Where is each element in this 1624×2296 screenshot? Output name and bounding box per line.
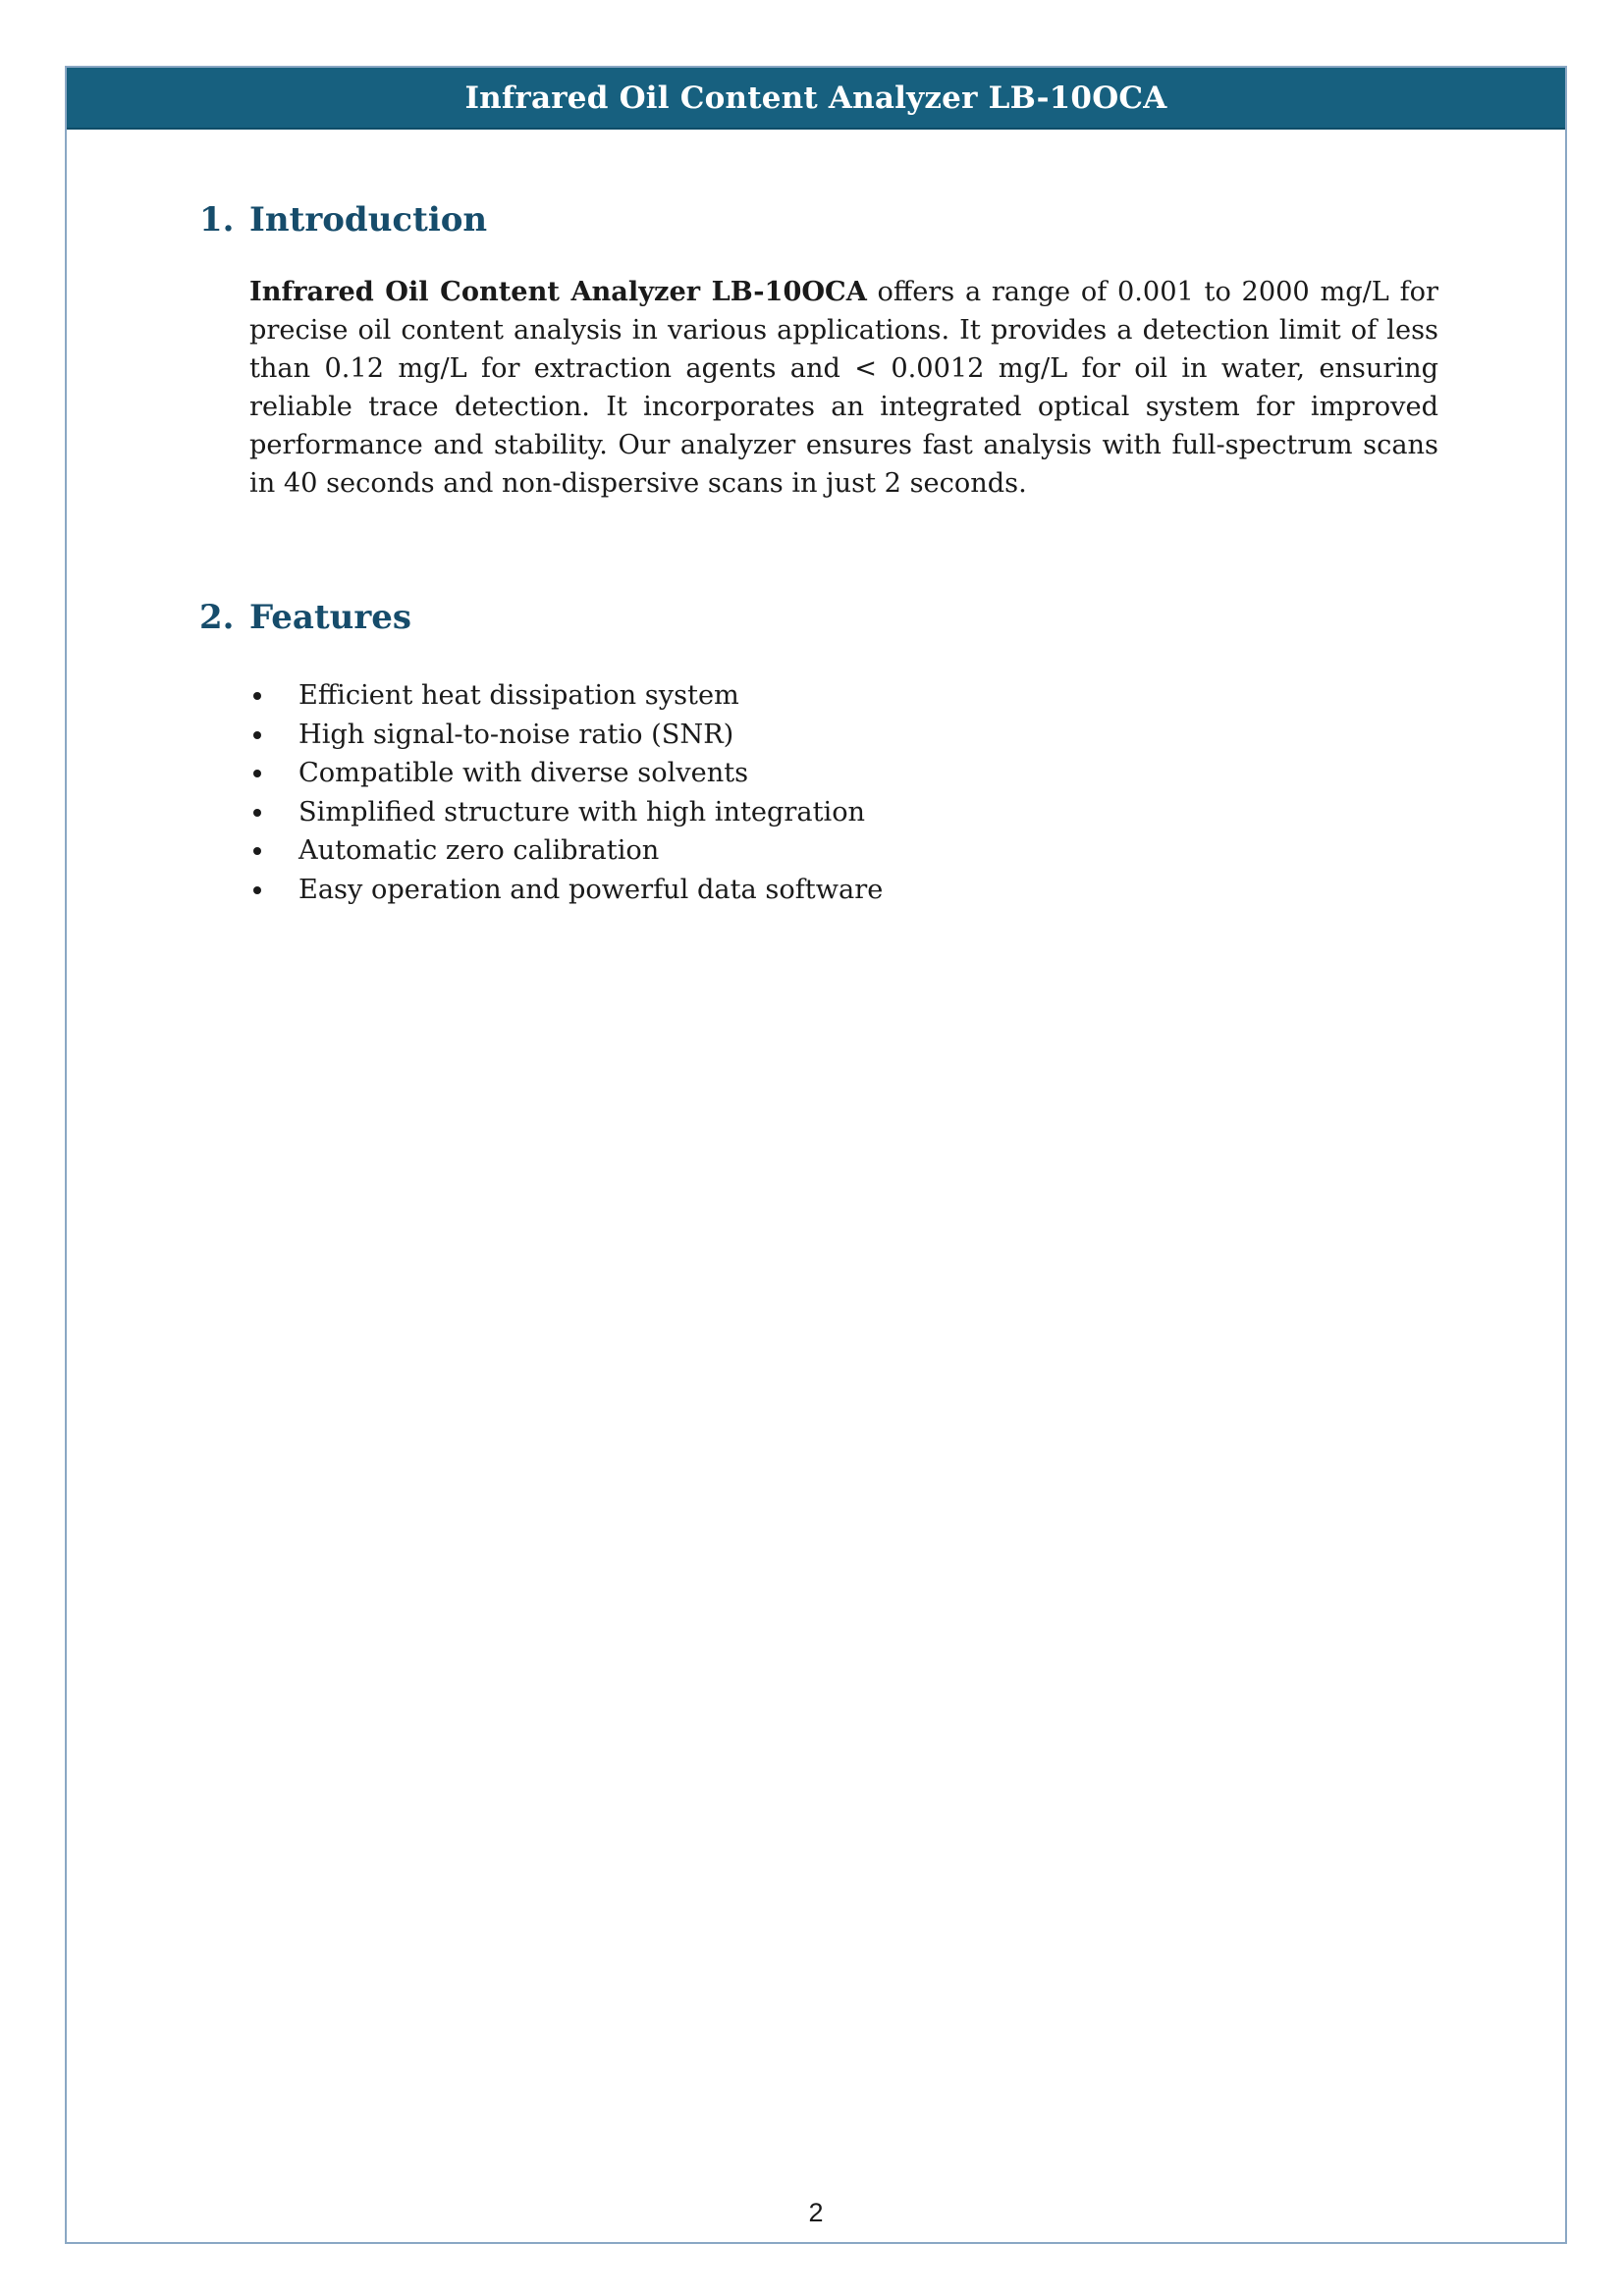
list-item bbox=[249, 831, 1505, 871]
section-title: Features bbox=[249, 598, 412, 637]
list-item bbox=[249, 793, 1505, 832]
product-name: Infrared Oil Content Analyzer LB-10OCA bbox=[249, 276, 867, 307]
section-title: Introduction bbox=[249, 200, 488, 240]
list-item bbox=[249, 754, 1505, 793]
header-bar bbox=[67, 68, 1565, 130]
list-item bbox=[249, 676, 1505, 716]
feature-text: Easy operation and powerful data software bbox=[298, 874, 884, 905]
bullet-icon bbox=[253, 886, 261, 894]
features-section bbox=[199, 598, 1505, 909]
feature-list bbox=[199, 676, 1505, 909]
bullet-icon bbox=[253, 692, 261, 700]
document-title: Infrared Oil Content Analyzer LB-10OCA bbox=[464, 80, 1167, 116]
bullet-icon bbox=[253, 847, 261, 855]
section-number: 1. bbox=[199, 200, 235, 240]
page-number: 2 bbox=[808, 2198, 824, 2227]
section-number: 2. bbox=[199, 598, 235, 637]
introduction-body: offers a range of 0.001 to 2000 mg/L for precise oil content analysis in various applications. It provides a detection limit of less than 0.12 mg/L for extraction agents and < 0.0012 mg/L for oil in water, ensuring reliable trace detection. It incorporates an integrated optical system for improved performance and stability. Our analyzer ensures fast analysis with full-spectrum scans in 40 seconds and non-dispersive scans in just 2 seconds. bbox=[249, 277, 1439, 499]
introduction-paragraph bbox=[249, 273, 1438, 503]
feature-text: Compatible with diverse solvents bbox=[298, 758, 749, 788]
feature-text: High signal-to-noise ratio (SNR) bbox=[298, 719, 734, 750]
bullet-icon bbox=[253, 809, 261, 817]
introduction-heading bbox=[199, 200, 1505, 240]
list-item bbox=[249, 716, 1505, 755]
feature-text: Automatic zero calibration bbox=[298, 835, 660, 866]
list-item bbox=[249, 871, 1505, 910]
feature-text: Simplified structure with high integration bbox=[298, 796, 866, 828]
features-heading bbox=[199, 598, 1505, 637]
bullet-icon bbox=[253, 770, 261, 777]
bullet-icon bbox=[253, 731, 261, 739]
page-frame bbox=[65, 66, 1567, 2244]
feature-text: Efficient heat dissipation system bbox=[298, 680, 739, 711]
introduction-section bbox=[199, 200, 1505, 503]
